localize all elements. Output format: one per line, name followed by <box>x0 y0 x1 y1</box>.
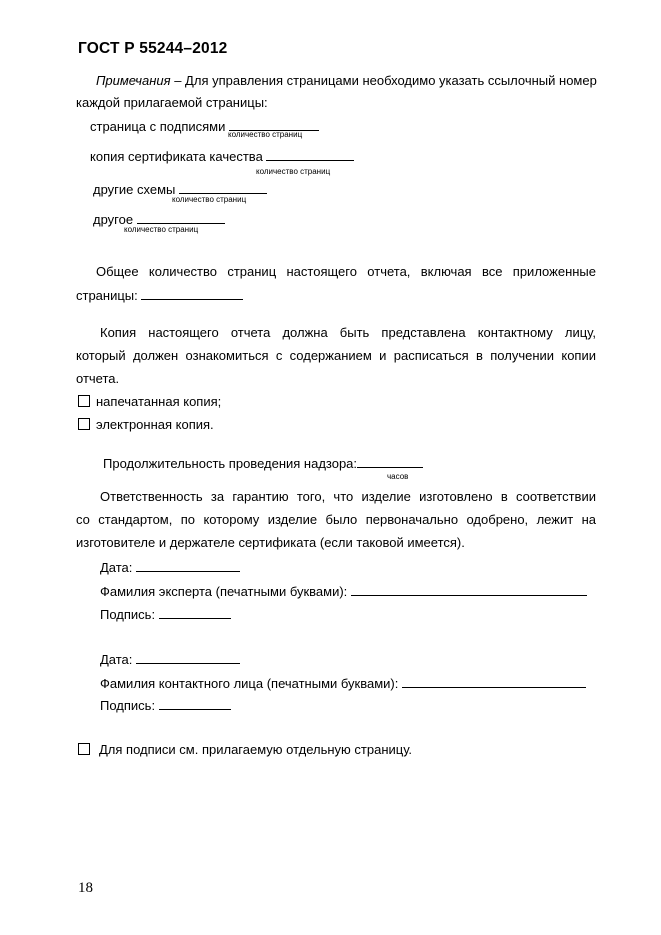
other-schemes-count-field[interactable] <box>179 181 267 194</box>
note-item-hint: количество страниц <box>124 225 199 234</box>
expert-signature-label: Подпись: <box>100 607 156 622</box>
total-pages-line2 <box>76 287 243 304</box>
contact-signature-label: Подпись: <box>100 698 156 713</box>
duration-label: Продолжительность проведения надзора: <box>103 456 358 471</box>
contact-name-label: Фамилия контактного лица (печатными буквами): <box>100 676 399 691</box>
expert-signature-field[interactable] <box>159 606 231 619</box>
total-pages-field[interactable] <box>141 287 243 300</box>
expert-name-row <box>100 583 587 600</box>
note-item-label: другие схемы <box>93 182 176 197</box>
electronic-copy-label: электронная копия. <box>96 417 214 432</box>
copy-line1: Копия настоящего отчета должна быть представлена контактному лицу, <box>100 325 596 340</box>
note-label: Примечания <box>96 73 171 88</box>
separate-page-label: Для подписи см. прилагаемую отдельную страницу. <box>99 742 413 757</box>
note-item-hint: количество страниц <box>256 167 331 176</box>
contact-signature-row <box>100 697 231 714</box>
responsibility-line3: изготовителе и держателе сертификата (если таковой имеется). <box>76 535 465 550</box>
note-line2: каждой прилагаемой страницы: <box>76 95 268 110</box>
responsibility-line1: Ответственность за гарантию того, что изделие изготовлено в соответствии <box>100 489 596 504</box>
electronic-copy-checkbox[interactable] <box>78 418 90 430</box>
printed-copy-label: напечатанная копия; <box>96 394 222 409</box>
expert-date-field[interactable] <box>136 559 240 572</box>
note-item-hint: количество страниц <box>228 130 303 139</box>
contact-date-field[interactable] <box>136 651 240 664</box>
printed-copy-checkbox[interactable] <box>78 395 90 407</box>
duration-hours-field[interactable] <box>357 455 423 468</box>
total-pages-line1: Общее количество страниц настоящего отчета, включая все приложенные <box>96 264 596 279</box>
note-first-line <box>96 73 597 89</box>
contact-name-row <box>100 675 586 692</box>
expert-signature-row <box>100 606 231 623</box>
note-item-label: копия сертификата качества <box>90 149 263 164</box>
expert-date-label: Дата: <box>100 560 133 575</box>
certificate-copy-count-field[interactable] <box>266 148 354 161</box>
contact-date-row <box>100 651 240 668</box>
expert-name-label: Фамилия эксперта (печатными буквами): <box>100 584 348 599</box>
expert-date-row <box>100 559 240 576</box>
copy-line2: который должен ознакомиться с содержанием и расписаться в получении копии <box>76 348 596 363</box>
total-pages-label: страницы: <box>76 288 138 303</box>
contact-date-label: Дата: <box>100 652 133 667</box>
copy-line3: отчета. <box>76 371 120 386</box>
contact-name-field[interactable] <box>402 675 586 688</box>
separate-page-checkbox[interactable] <box>78 743 90 755</box>
expert-name-field[interactable] <box>351 583 587 596</box>
note-item-certificate-copy <box>90 148 354 165</box>
document-header: ГОСТ Р 55244–2012 <box>78 40 228 57</box>
duration-unit: часов <box>387 472 409 481</box>
note-item-hint: количество страниц <box>172 195 247 204</box>
contact-signature-field[interactable] <box>159 697 231 710</box>
other-count-field[interactable] <box>137 211 225 224</box>
duration-row <box>103 455 423 472</box>
responsibility-line2: со стандартом, по которому изделие было первоначально одобрено, лежит на <box>76 512 596 527</box>
note-item-label: другое <box>93 212 134 227</box>
note-item-label: страница с подписями <box>90 119 226 134</box>
page-number: 18 <box>78 880 93 896</box>
note-line1-text: – Для управления страницами необходимо указать ссылочный номер <box>174 73 597 88</box>
